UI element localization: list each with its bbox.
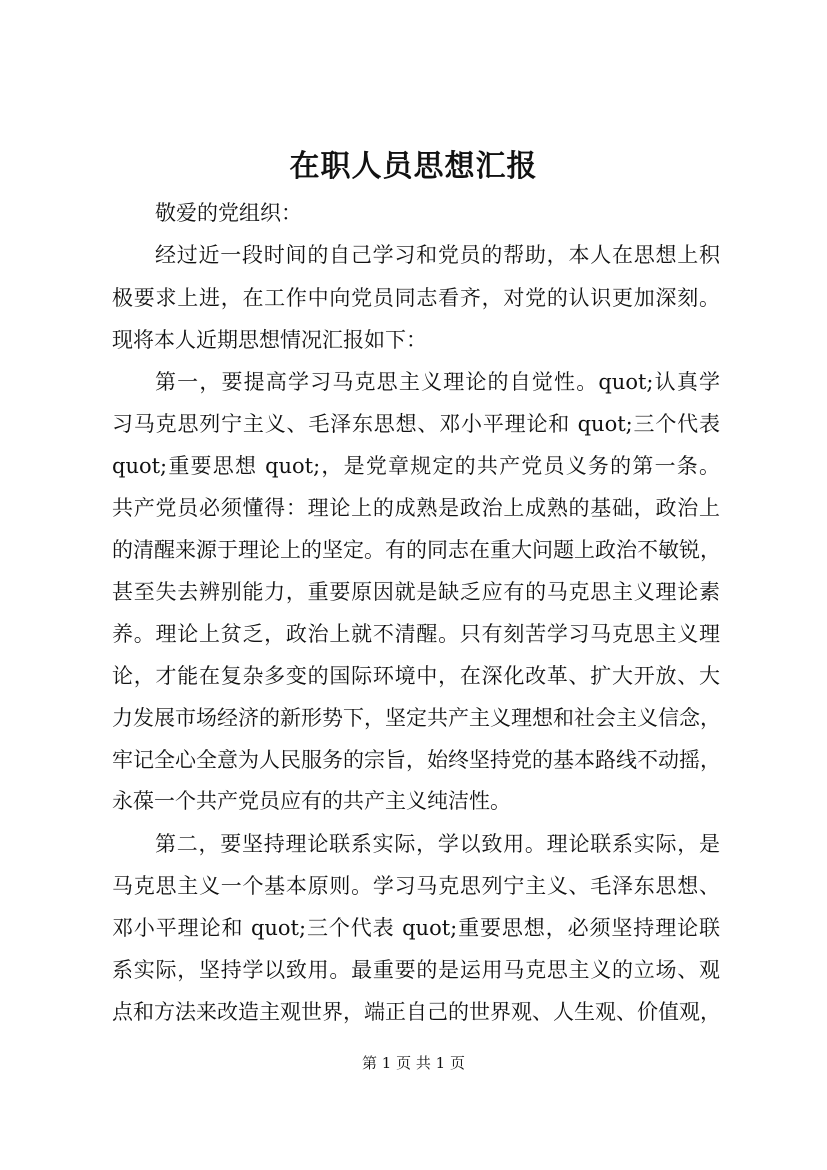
paragraph-line: 经过近一段时间的自己学习和党员的帮助，本人在思想上积 bbox=[155, 243, 720, 267]
paragraph-line: 第一，要提高学习马克思主义理论的自觉性。quot;认真学 bbox=[155, 370, 720, 394]
salutation: 敬爱的党组织： bbox=[155, 201, 302, 225]
paragraph-line: 现将本人近期思想情况汇报如下： bbox=[112, 328, 427, 352]
paragraph-line: 第二，要坚持理论联系实际，学以致用。理论联系实际，是 bbox=[155, 832, 720, 856]
paragraph-line: 邓小平理论和 quot;三个代表 quot;重要思想，必须坚持理论联 bbox=[112, 916, 720, 940]
document-title: 在职人员思想汇报 bbox=[289, 149, 538, 184]
paragraph-line: 论，才能在复杂多变的国际环境中，在深化改革、扩大开放、大 bbox=[112, 664, 720, 688]
paragraph-line: 习马克思列宁主义、毛泽东思想、邓小平理论和 quot;三个代表 bbox=[112, 412, 720, 436]
paragraph-line: 养。理论上贫乏，政治上就不清醒。只有刻苦学习马克思主义理 bbox=[112, 622, 720, 646]
paragraph-line: 极要求上进，在工作中向党员同志看齐，对党的认识更加深刻。 bbox=[112, 286, 720, 310]
paragraph-line: 点和方法来改造主观世界，端正自己的世界观、人生观、价值观， bbox=[112, 1000, 721, 1024]
paragraph-line: 力发展市场经济的新形势下，坚定共产主义理想和社会主义信念， bbox=[112, 706, 721, 730]
paragraph-line: 马克思主义一个基本原则。学习马克思列宁主义、毛泽东思想、 bbox=[112, 874, 720, 898]
paragraph-line: 甚至失去辨别能力，重要原因就是缺乏应有的马克思主义理论素 bbox=[112, 580, 720, 604]
paragraph-line: 系实际，坚持学以致用。最重要的是运用马克思主义的立场、观 bbox=[112, 958, 720, 982]
paragraph-line: 的清醒来源于理论上的坚定。有的同志在重大问题上政治不敏锐， bbox=[112, 538, 721, 562]
page-number-footer: 第 1 页 共 1 页 bbox=[362, 1054, 465, 1072]
paragraph-line: 共产党员必须懂得：理论上的成熟是政治上成熟的基础，政治上 bbox=[112, 496, 720, 520]
paragraph-line: 永葆一个共产党员应有的共产主义纯洁性。 bbox=[112, 789, 511, 813]
paragraph-line: quot;重要思想 quot;，是党章规定的共产党员义务的第一条。 bbox=[112, 454, 720, 478]
paragraph-line: 牢记全心全意为人民服务的宗旨，始终坚持党的基本路线不动摇， bbox=[112, 748, 721, 772]
